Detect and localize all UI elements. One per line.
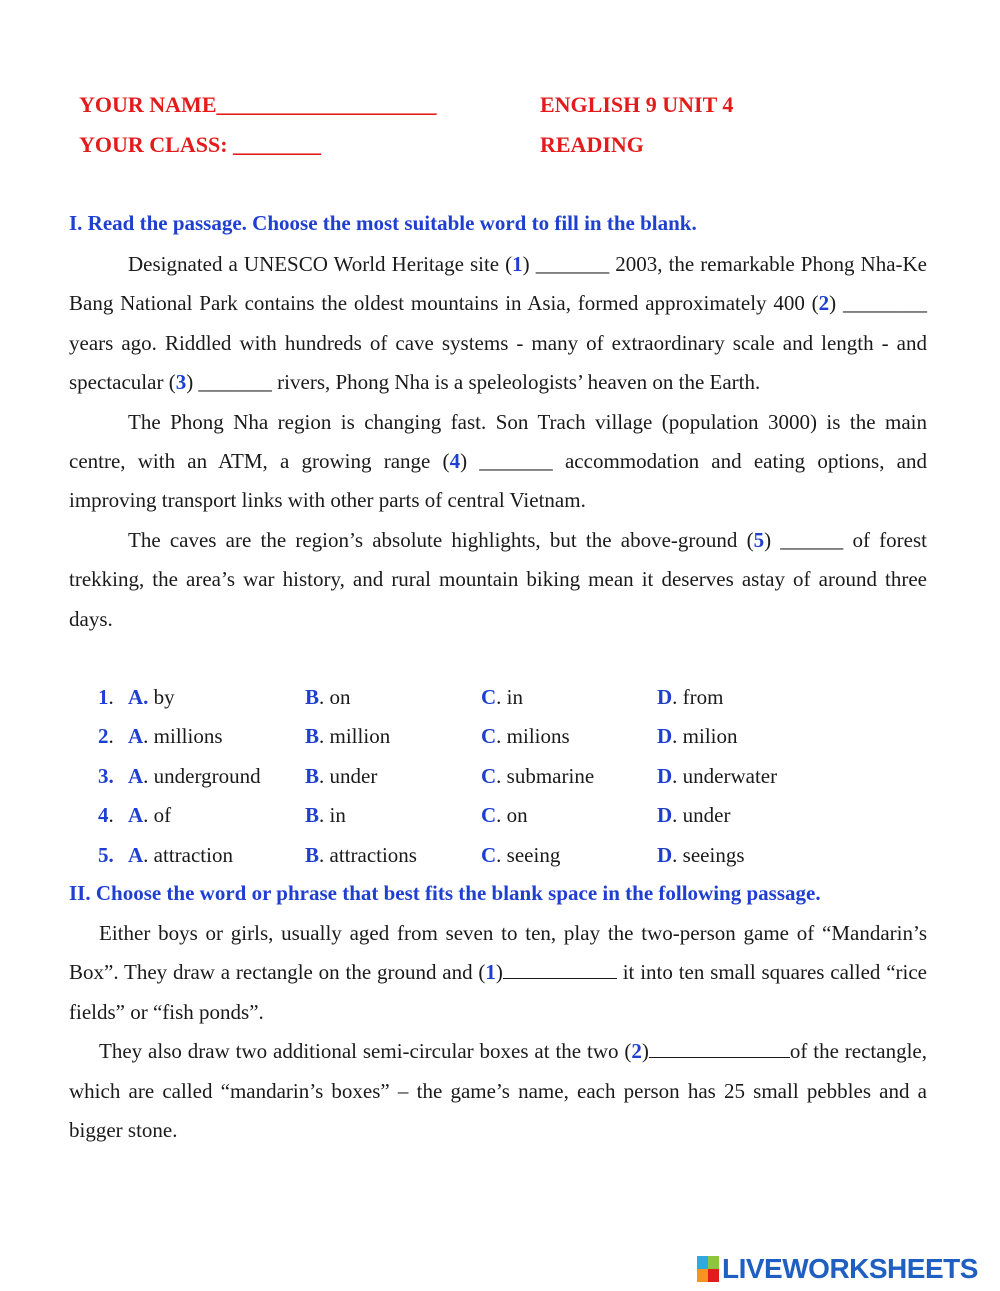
skill-title: READING <box>540 132 644 157</box>
option-a[interactable]: A. of <box>128 803 172 828</box>
blank-number: 3 <box>175 370 187 395</box>
blank-number: 5 <box>753 527 765 552</box>
answer-blank[interactable] <box>503 956 617 979</box>
blank-number: 4 <box>449 449 461 474</box>
option-a[interactable]: A. by <box>128 685 175 709</box>
question-number: 1 <box>98 685 109 709</box>
subject-title: ENGLISH 9 UNIT 4 <box>540 92 734 117</box>
option-d[interactable]: D. from <box>657 685 724 709</box>
option-c[interactable]: C. seeing <box>481 842 561 867</box>
blank-number: 1 <box>485 960 496 985</box>
logo-square-orange <box>697 1269 708 1282</box>
question-number: 3. <box>98 763 114 788</box>
section-1-title: I. Read the passage. Choose the most suitable word to fill in the blank. <box>69 211 697 235</box>
section-2-passage <box>69 914 927 1150</box>
option-d[interactable]: D. underwater <box>657 763 778 788</box>
option-b[interactable]: B. under <box>305 763 378 788</box>
section-2-title: II. Choose the word or phrase that best fits the blank space in the following passage. <box>69 881 821 905</box>
section-1-passage <box>69 245 927 639</box>
logo-square-green <box>708 1256 719 1269</box>
blank-number: 2 <box>631 1039 642 1064</box>
passage-paragraph: They also draw two additional semi-circular boxes at the two (2) of the rectangle, which are called “mandarin’s boxes” – the game’s name, each person has 25 small pebbles and a bigger stone. <box>69 1032 927 1150</box>
question-number: 2 <box>98 724 109 749</box>
option-b[interactable]: B. million <box>305 724 391 749</box>
logo-square-red <box>708 1269 719 1282</box>
option-c[interactable]: C. in <box>481 685 524 709</box>
option-d[interactable]: D. seeings <box>657 842 745 867</box>
option-c[interactable]: C. milions <box>481 724 570 749</box>
liveworksheets-logo-icon <box>697 1256 719 1282</box>
logo-square-blue <box>697 1256 708 1269</box>
answer-blank[interactable] <box>649 1035 790 1058</box>
option-d[interactable]: D. under <box>657 803 731 828</box>
option-b[interactable]: B. attractions <box>305 842 417 867</box>
option-b[interactable]: B. on <box>305 685 351 709</box>
liveworksheets-logo <box>697 1254 978 1284</box>
question-number: 5. <box>98 842 114 867</box>
option-c[interactable]: C. on <box>481 803 528 828</box>
passage-paragraph: The Phong Nha region is changing fast. Son Trach village (population 3000) is the main centre, with an ATM, a growing range (4) _______ accommodation and eating options, and improving transport links with other parts of central Vietnam. <box>69 409 927 513</box>
option-c[interactable]: C. submarine <box>481 763 595 788</box>
option-b[interactable]: B. in <box>305 803 346 828</box>
your-name-label: YOUR NAME____________________ <box>79 92 437 117</box>
option-a[interactable]: A. millions <box>128 724 223 749</box>
passage-paragraph: Designated a UNESCO World Heritage site (1) _______ 2003, the remarkable Phong Nha-Ke Bang National Park contains the oldest mountains in Asia, formed approximately 400 (2) ________ years ago. Riddled with hundreds of cave systems - many of extraordinary scale and length - and spectacular (3) _______ rivers, Phong Nha is a speleologists’ heaven on the Earth. <box>69 252 927 395</box>
option-a[interactable]: A. attraction <box>128 842 233 867</box>
passage-paragraph: The caves are the region’s absolute highlights, but the above-ground (5) ______ of forest trekking, the area’s war history, and rural mountain biking mean it deserves astay of around three days. <box>69 527 927 631</box>
your-class-label: YOUR CLASS: ________ <box>79 132 322 157</box>
passage-paragraph: Either boys or girls, usually aged from seven to ten, play the two-person game of “Mandarin’s Box”. They draw a rectangle on the ground and (1) it into ten small squares called “rice fields” or “fish ponds”. <box>69 921 928 1024</box>
option-d[interactable]: D. milion <box>657 724 738 749</box>
blank-number: 1 <box>512 252 523 276</box>
liveworksheets-logo-text: LIVEWORKSHEETS <box>722 1253 978 1284</box>
blank-number: 2 <box>818 291 830 316</box>
option-a[interactable]: A. underground <box>128 763 261 788</box>
question-number: 4 <box>98 803 109 828</box>
